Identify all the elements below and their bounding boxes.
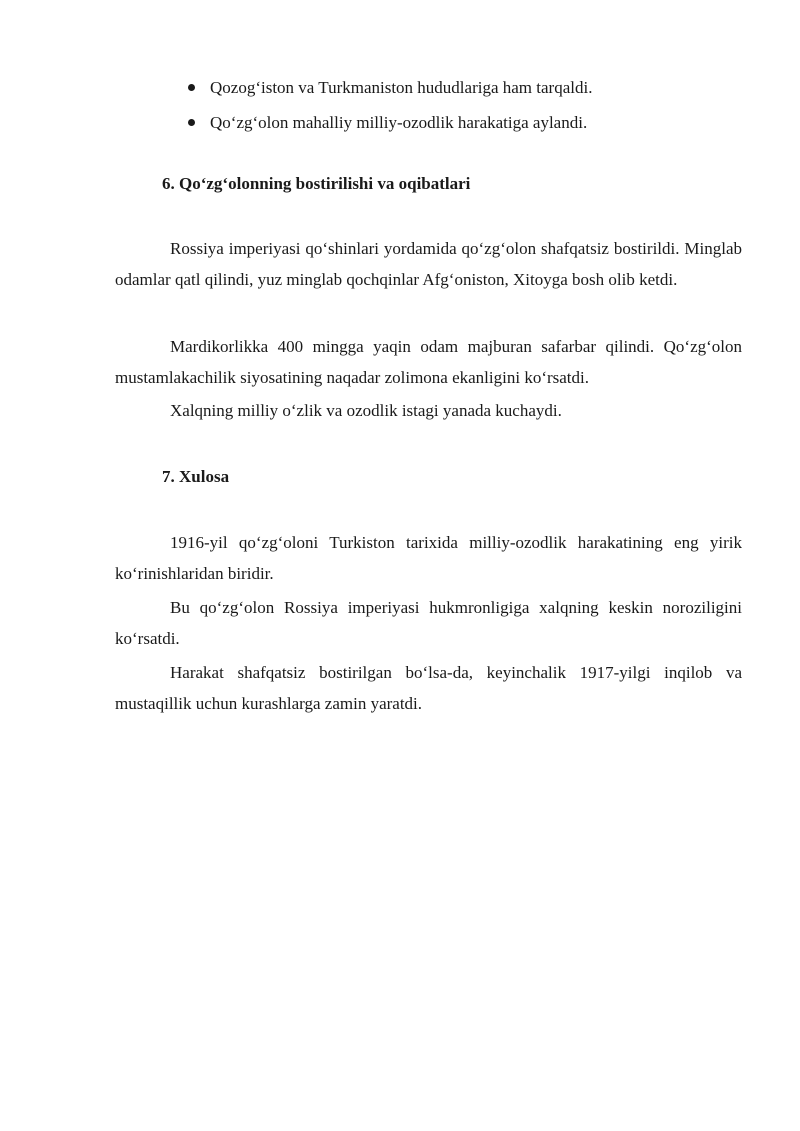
bullet-item xyxy=(188,76,592,111)
bullet-text: Qozog‘iston va Turkmaniston hududlariga ham tarqaldi. xyxy=(210,78,593,97)
section-6-heading: 6. Qo‘zg‘olonning bostirilishi va oqibatlari xyxy=(162,174,471,193)
section-7-paragraph-3: Harakat shafqatsiz bostirilgan bo‘lsa-da, keyinchalik 1917-yilgi inqilob va mustaqillik uchun kurashlarga zamin yaratdi. xyxy=(115,663,742,713)
section-6-paragraph-1: Rossiya imperiyasi qo‘shinlari yordamida qo‘zg‘olon shafqatsiz bostirildi. Minglab odamlar qatl qilindi, yuz minglab qochqinlar Afg‘oniston, Xitoyga bosh olib ketdi. xyxy=(115,239,742,289)
section-6-paragraph-2: Mardikorlikka 400 mingga yaqin odam majburan safarbar qilindi. Qo‘zg‘olon mustamlakachilik siyosatining naqadar zolimona ekanligini ko‘rsatdi. xyxy=(115,337,742,387)
bullet-text: Qo‘zg‘olon mahalliy milliy-ozodlik harakatiga aylandi. xyxy=(210,113,588,132)
bullet-dot-icon xyxy=(188,119,195,126)
bullet-dot-icon xyxy=(188,84,195,91)
bullet-list xyxy=(188,76,592,146)
section-7-paragraph-1: 1916-yil qo‘zg‘oloni Turkiston tarixida milliy-ozodlik harakatining eng yirik ko‘rinishlaridan biridir. xyxy=(115,533,742,583)
section-7-paragraph-2: Bu qo‘zg‘olon Rossiya imperiyasi hukmronligiga xalqning keskin noroziligini ko‘rsatdi. xyxy=(115,598,742,648)
bullet-item xyxy=(188,111,592,146)
section-6-paragraph-3: Xalqning milliy o‘zlik va ozodlik istagi yanada kuchaydi. xyxy=(170,401,562,420)
section-7-heading: 7. Xulosa xyxy=(162,467,230,486)
